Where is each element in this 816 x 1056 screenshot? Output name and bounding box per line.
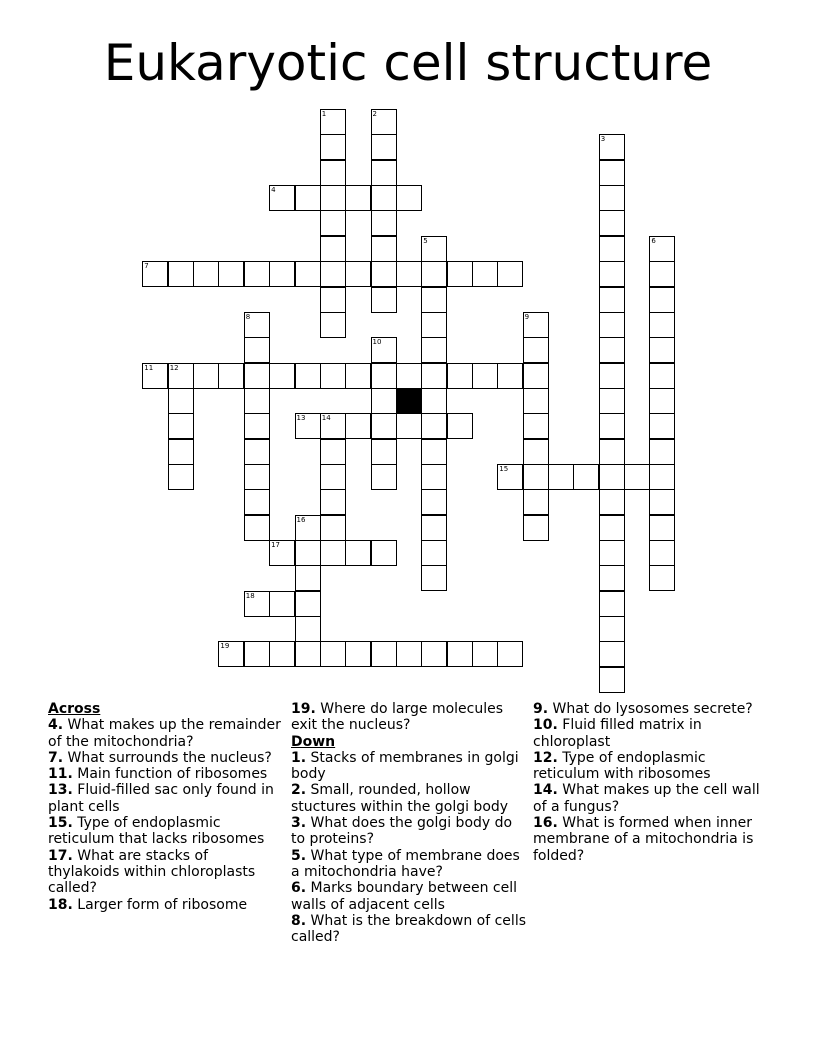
crossword-cell[interactable] — [421, 363, 447, 389]
crossword-cell[interactable] — [244, 312, 270, 338]
crossword-cell[interactable] — [649, 312, 675, 338]
crossword-cell[interactable] — [371, 641, 397, 667]
crossword-cell[interactable] — [168, 363, 194, 389]
crossword-cell[interactable] — [599, 616, 625, 642]
crossword-cell[interactable] — [244, 388, 270, 414]
crossword-cell[interactable] — [447, 641, 473, 667]
clue-down-10: 10. Fluid filled matrix in chloroplast — [533, 717, 702, 750]
clue-number: 13 — [296, 414, 306, 423]
clue-number: 19 — [220, 642, 230, 651]
crossword-cell[interactable] — [168, 388, 194, 414]
crossword-cell[interactable] — [244, 337, 270, 363]
crossword-cell[interactable] — [371, 540, 397, 566]
crossword-cell[interactable] — [244, 489, 270, 515]
crossword-cell[interactable] — [320, 236, 346, 262]
crossword-cell[interactable] — [295, 261, 321, 287]
crossword-cell[interactable] — [244, 413, 270, 439]
crossword-cell[interactable] — [649, 413, 675, 439]
across-heading: Across — [48, 701, 101, 717]
crossword-cell[interactable] — [421, 540, 447, 566]
clue-number: 1 — [321, 110, 327, 118]
crossword-cell[interactable] — [371, 337, 397, 363]
crossword-cell[interactable] — [523, 312, 549, 338]
clues-column-1 — [48, 701, 283, 913]
crossword-cell[interactable] — [371, 363, 397, 389]
clue-across-18: 18. Larger form of ribosome — [48, 896, 248, 913]
crossword-cell[interactable] — [371, 160, 397, 186]
crossword-cell[interactable] — [371, 287, 397, 313]
clue-across-19: 19. Where do large molecules exit the nucleus? — [291, 701, 504, 734]
crossword-cell[interactable] — [396, 413, 422, 439]
crossword-cell[interactable] — [168, 439, 194, 465]
crossword-cell[interactable] — [396, 261, 422, 287]
crossword-cell[interactable] — [649, 287, 675, 313]
crossword-cell[interactable] — [624, 464, 650, 490]
crossword-cell[interactable] — [218, 641, 244, 667]
crossword-cell[interactable] — [421, 236, 447, 262]
crossword-cell[interactable] — [523, 413, 549, 439]
crossword-cell[interactable] — [523, 489, 549, 515]
crossword-cell[interactable] — [320, 109, 346, 135]
clue-across-11: 11. Main function of ribosomes — [48, 766, 268, 783]
crossword-cell[interactable] — [244, 515, 270, 541]
crossword-cell[interactable] — [142, 261, 168, 287]
crossword-cell[interactable] — [269, 591, 295, 617]
crossword-cell[interactable] — [371, 236, 397, 262]
clue-number: 18 — [245, 591, 255, 600]
crossword-cell[interactable] — [371, 261, 397, 287]
crossword-cell[interactable] — [599, 439, 625, 465]
crossword-cell[interactable] — [396, 185, 422, 211]
crossword-cell[interactable] — [244, 363, 270, 389]
clue-down-6: 6. Marks boundary between cell walls of adjacent cells — [291, 880, 518, 913]
crossword-cell[interactable] — [599, 489, 625, 515]
crossword-cell[interactable] — [421, 337, 447, 363]
crossword-cell[interactable] — [244, 439, 270, 465]
crossword-cell[interactable] — [320, 464, 346, 490]
crossword-cell[interactable] — [320, 185, 346, 211]
clue-across-13: 13. Fluid-filled sac only found in plant cells — [48, 782, 274, 815]
crossword-cell[interactable] — [421, 515, 447, 541]
crossword-cell[interactable] — [599, 261, 625, 287]
crossword-cell[interactable] — [447, 261, 473, 287]
crossword-cell[interactable] — [599, 565, 625, 591]
crossword-cell[interactable] — [523, 439, 549, 465]
clue-across-17: 17. What are stacks of thylakoids within chloroplasts called? — [48, 847, 256, 897]
crossword-cell[interactable] — [142, 363, 168, 389]
crossword-cell[interactable] — [523, 337, 549, 363]
clue-number: 6 — [651, 236, 656, 245]
crossword-cell[interactable] — [371, 388, 397, 414]
crossword-cell[interactable] — [193, 261, 219, 287]
crossword-cell[interactable] — [320, 489, 346, 515]
clue-number: 15 — [499, 464, 509, 473]
crossword-cell[interactable] — [396, 641, 422, 667]
crossword-cell[interactable] — [320, 287, 346, 313]
crossword-cell[interactable] — [345, 641, 371, 667]
crossword-cell[interactable] — [244, 261, 270, 287]
crossword-cell[interactable] — [599, 185, 625, 211]
crossword-cell[interactable] — [599, 236, 625, 262]
crossword-cell[interactable] — [371, 185, 397, 211]
crossword-cell[interactable] — [168, 261, 194, 287]
clue-down-2: 2. Small, rounded, hollow stuctures within the golgi body — [291, 782, 509, 815]
crossword-cell[interactable] — [599, 540, 625, 566]
crossword-cell[interactable] — [269, 185, 295, 211]
crossword-cell[interactable] — [244, 591, 270, 617]
crossword-cell[interactable] — [320, 363, 346, 389]
crossword-cell[interactable] — [371, 134, 397, 160]
crossword-cell[interactable] — [548, 464, 574, 490]
crossword-cell[interactable] — [320, 261, 346, 287]
crossword-cell[interactable] — [599, 464, 625, 490]
crossword-cell[interactable] — [497, 641, 523, 667]
crossword-cell[interactable] — [295, 515, 321, 541]
crossword-cell[interactable] — [649, 236, 675, 262]
clue-number: 5 — [423, 236, 428, 245]
crossword-cell[interactable] — [421, 261, 447, 287]
crossword-cell[interactable] — [421, 388, 447, 414]
crossword-cell[interactable] — [599, 641, 625, 667]
clue-number: 9 — [524, 312, 530, 321]
crossword-cell[interactable] — [244, 641, 270, 667]
crossword-cell[interactable] — [649, 388, 675, 414]
clues-column-2 — [291, 701, 526, 945]
crossword-cell[interactable] — [269, 363, 295, 389]
clue-down-9: 9. What do lysosomes secrete? — [533, 701, 753, 717]
crossword-cell[interactable] — [447, 363, 473, 389]
clue-number: 16 — [296, 515, 306, 524]
crossword-cell[interactable] — [523, 363, 549, 389]
crossword-cell[interactable] — [649, 363, 675, 389]
crossword-cell[interactable] — [320, 515, 346, 541]
clue-across-4: 4. What makes up the remainder of the mitochondria? — [48, 717, 281, 750]
crossword-cell[interactable] — [472, 261, 498, 287]
crossword-cell[interactable] — [599, 363, 625, 389]
crossword-cell[interactable] — [599, 287, 625, 313]
crossword-cell[interactable] — [345, 413, 371, 439]
puzzle-title: Eukaryotic cell structure — [103, 34, 713, 92]
clue-across-15: 15. Type of endoplasmic reticulum that lacks ribosomes — [48, 815, 265, 848]
crossword-cell[interactable] — [244, 464, 270, 490]
crossword-cell[interactable] — [421, 489, 447, 515]
crossword-cell[interactable] — [320, 641, 346, 667]
crossword-cell[interactable] — [649, 261, 675, 287]
crossword-cell[interactable] — [599, 413, 625, 439]
crossword-cell[interactable] — [295, 616, 321, 642]
crossword-cell[interactable] — [345, 261, 371, 287]
crossword-cell[interactable] — [295, 413, 321, 439]
crossword-cell[interactable] — [269, 641, 295, 667]
clue-number: 2 — [372, 110, 377, 118]
down-heading: Down — [291, 733, 336, 750]
crossword-cell[interactable] — [472, 641, 498, 667]
clue-number: 10 — [372, 338, 382, 347]
crossword-cell[interactable] — [421, 464, 447, 490]
crossword-cell[interactable] — [320, 540, 346, 566]
crossword-cell[interactable] — [599, 210, 625, 236]
crossword-cell[interactable] — [320, 312, 346, 338]
clue-number: 7 — [144, 262, 149, 271]
crossword-cell[interactable] — [421, 439, 447, 465]
crossword-cell[interactable] — [193, 363, 219, 389]
clue-down-14: 14. What makes up the cell wall of a fungus? — [533, 782, 760, 815]
crossword-cell[interactable] — [295, 641, 321, 667]
crossword-cell[interactable] — [573, 464, 599, 490]
clue-number: 14 — [321, 414, 331, 423]
crossword-cell[interactable] — [497, 261, 523, 287]
black-square — [396, 388, 422, 414]
crossword-cell[interactable] — [523, 515, 549, 541]
crossword-cell[interactable] — [295, 591, 321, 617]
crossword-cell[interactable] — [649, 489, 675, 515]
crossword-cell[interactable] — [599, 667, 625, 693]
crossword-cell[interactable] — [523, 464, 549, 490]
crossword-cell[interactable] — [523, 388, 549, 414]
crossword-cell[interactable] — [218, 363, 244, 389]
clue-down-3: 3. What does the golgi body do to proteins? — [291, 815, 513, 848]
crossword-cell[interactable] — [599, 160, 625, 186]
crossword-cell[interactable] — [168, 413, 194, 439]
crossword-cell[interactable] — [218, 261, 244, 287]
crossword-cell[interactable] — [295, 363, 321, 389]
crossword-cell[interactable] — [421, 565, 447, 591]
crossword-cell[interactable] — [599, 312, 625, 338]
clue-number: 11 — [144, 363, 154, 372]
clue-number: 17 — [271, 541, 281, 549]
crossword-cell[interactable] — [269, 261, 295, 287]
crossword-cell[interactable] — [345, 185, 371, 211]
crossword-cell[interactable] — [320, 134, 346, 160]
crossword-cell[interactable] — [599, 134, 625, 160]
crossword-cell[interactable] — [497, 363, 523, 389]
clue-down-16: 16. What is formed when inner membrane of a mitochondria is folded? — [533, 815, 754, 864]
crossword-cell[interactable] — [371, 413, 397, 439]
crossword-cell[interactable] — [320, 210, 346, 236]
crossword-cell[interactable] — [295, 565, 321, 591]
clue-down-12: 12. Type of endoplasmic reticulum with ribosomes — [533, 749, 711, 783]
crossword-cell[interactable] — [371, 109, 397, 135]
crossword-cell[interactable] — [421, 312, 447, 338]
clue-number: 4 — [271, 186, 276, 195]
clue-down-5: 5. What type of membrane does a mitochondria have? — [291, 847, 520, 880]
crossword-cell[interactable] — [295, 185, 321, 211]
crossword-cell[interactable] — [421, 287, 447, 313]
clue-down-1: 1. Stacks of membranes in golgi body — [291, 749, 519, 783]
crossword-cell[interactable] — [599, 337, 625, 363]
clue-down-8: 8. What is the breakdown of cells called? — [291, 912, 526, 946]
clue-number: 12 — [169, 363, 179, 372]
crossword-cell[interactable] — [295, 540, 321, 566]
clues-column-3 — [533, 701, 768, 864]
crossword-cell[interactable] — [371, 464, 397, 490]
crossword-cell[interactable] — [421, 641, 447, 667]
crossword-cell[interactable] — [472, 363, 498, 389]
crossword-cell[interactable] — [345, 363, 371, 389]
crossword-cell[interactable] — [649, 439, 675, 465]
crossword-cell[interactable] — [345, 540, 371, 566]
crossword-cell[interactable] — [168, 464, 194, 490]
crossword-cell[interactable] — [447, 413, 473, 439]
clue-number: 8 — [245, 312, 251, 321]
crossword-cell[interactable] — [320, 160, 346, 186]
crossword-cell[interactable] — [649, 464, 675, 490]
crossword-cell[interactable] — [396, 363, 422, 389]
clue-number: 3 — [600, 135, 606, 144]
crossword-cell[interactable] — [371, 439, 397, 465]
crossword-cell[interactable] — [599, 515, 625, 541]
crossword-cell[interactable] — [649, 565, 675, 591]
crossword-cell[interactable] — [371, 210, 397, 236]
crossword-cell[interactable] — [421, 413, 447, 439]
crossword-cell[interactable] — [649, 515, 675, 541]
crossword-cell[interactable] — [599, 388, 625, 414]
clue-across-7: 7. What surrounds the nucleus? — [48, 749, 272, 766]
crossword-cell[interactable] — [649, 540, 675, 566]
crossword-cell[interactable] — [599, 591, 625, 617]
crossword-cell[interactable] — [497, 464, 523, 490]
crossword-cell[interactable] — [269, 540, 295, 566]
crossword-cell[interactable] — [320, 439, 346, 465]
crossword-cell[interactable] — [320, 413, 346, 439]
crossword-cell[interactable] — [649, 337, 675, 363]
